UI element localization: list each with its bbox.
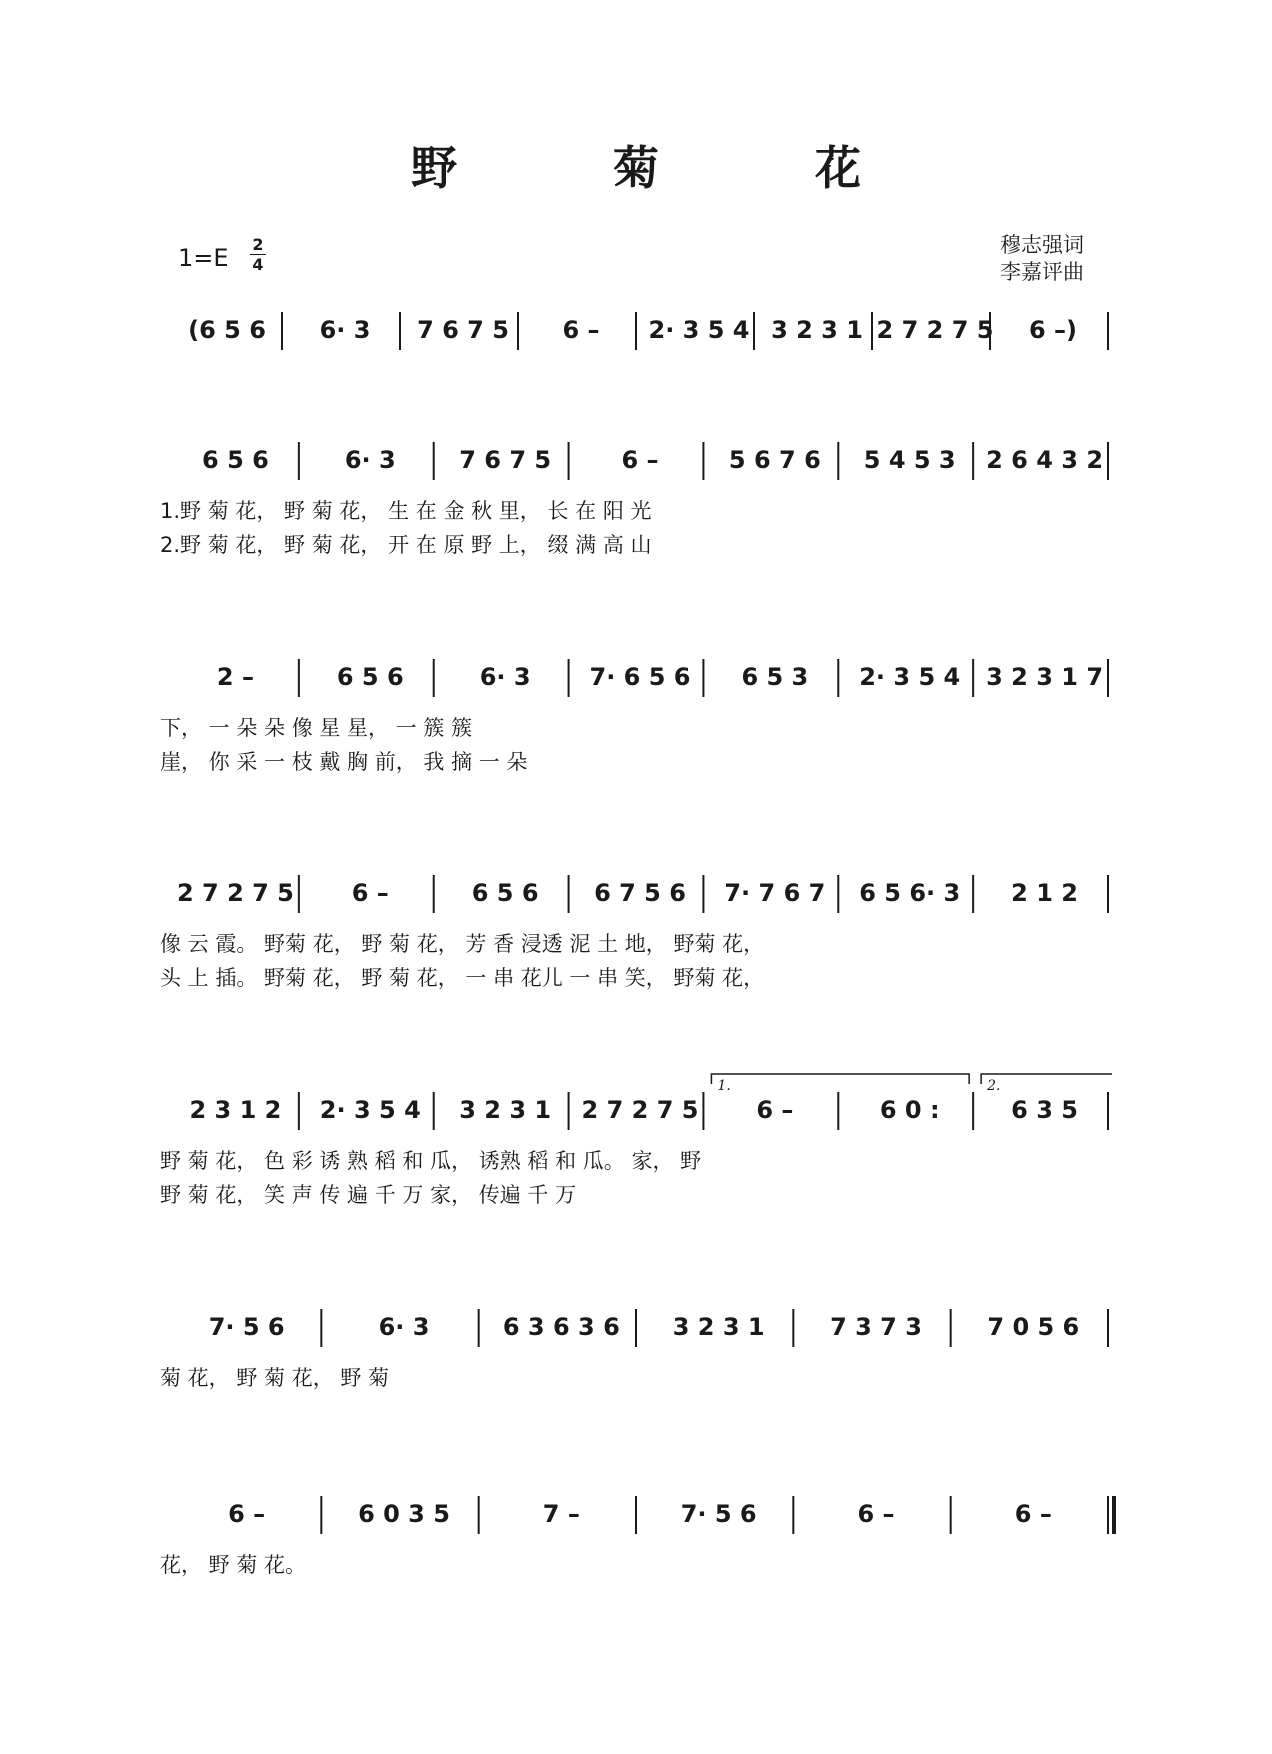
lyric-line: 菊 花， 野 菊 花， 野 菊 <box>160 1366 390 1390</box>
measure-notes: 6 – <box>857 1500 895 1528</box>
measure-notes: 2 7 2 7 5 <box>876 316 994 344</box>
measure-notes: 6 – <box>756 1096 794 1124</box>
measure-notes: 7· 5 6 <box>208 1313 285 1341</box>
measure-notes: 3 2 3 1 7 <box>986 663 1104 691</box>
measure-notes: 6 5 6 <box>202 446 269 474</box>
lyric-line: 野 菊 花， 色 彩 诱 熟 稻 和 瓜， 诱熟 稻 和 瓜。 家， 野 <box>160 1149 702 1173</box>
measure-notes: 6 5 6 <box>336 663 404 691</box>
measure-notes: 7 0 5 6 <box>987 1313 1080 1341</box>
measure-notes: 6 7 5 6 <box>594 879 686 907</box>
song-title: 野 菊 花 <box>410 141 932 195</box>
measure-notes: 3 2 3 1 <box>771 316 863 344</box>
measure-notes: 2 – <box>216 663 254 691</box>
lyric-line: 2.野 菊 花， 野 菊 花， 开 在 原 野 上， 缀 满 高 山 <box>160 533 652 557</box>
measure-notes: 2 1 2 <box>1011 879 1078 907</box>
volta-bracket-2 <box>981 1074 1112 1084</box>
measure-notes: 6 5 6· 3 <box>859 879 961 907</box>
measure-notes: 2· 3 5 4 <box>319 1096 421 1124</box>
measure-notes: 3 2 3 1 <box>672 1313 765 1341</box>
measure-notes: 6 0 : <box>879 1096 940 1124</box>
lyric-line: 头 上 插。 野菊 花， 野 菊 花， 一 串 花儿 一 串 笑， 野菊 花， <box>160 966 765 990</box>
measure-notes: (6 5 6 <box>188 316 266 344</box>
measure-notes: 6 – <box>621 446 659 474</box>
lyric-line: 像 云 霞。 野菊 花， 野 菊 花， 芳 香 浸透 泥 土 地， 野菊 花， <box>160 932 765 956</box>
volta-label-2: 2. <box>987 1078 1001 1094</box>
measure-notes: 6 3 6 3 6 <box>502 1313 620 1341</box>
measure-notes: 2· 3 5 4 <box>859 663 961 691</box>
measure-notes: 2 7 2 7 5 <box>581 1096 699 1124</box>
measure-notes: 2 7 2 7 5 <box>176 879 294 907</box>
measure-notes: 7 6 7 5 <box>459 446 552 474</box>
measure-notes: 6 3 5 <box>1011 1096 1078 1124</box>
measure-notes: 7· 5 6 <box>680 1500 757 1528</box>
measure-notes: 5 4 5 3 <box>863 446 956 474</box>
measure-notes: 7· 7 6 7 <box>724 879 826 907</box>
measure-notes: 6 – <box>1014 1500 1052 1528</box>
lyricist-credit: 穆志强词 <box>1000 233 1084 257</box>
volta-label-1: 1. <box>717 1078 731 1094</box>
measure-notes: 6· 3 <box>344 446 396 474</box>
measure-notes: 6· 3 <box>378 1313 430 1341</box>
measure-notes: 6 – <box>228 1500 266 1528</box>
measure-notes: 7 3 7 3 <box>830 1313 922 1341</box>
lyric-line: 花， 野 菊 花。 <box>160 1553 307 1577</box>
measure-notes: 6· 3 <box>479 663 531 691</box>
time-signature-bottom: 4 <box>252 255 264 274</box>
measure-notes: 6 5 6 <box>471 879 539 907</box>
measure-notes: 2 6 4 3 2 <box>986 446 1104 474</box>
volta-bracket-1 <box>711 1074 969 1084</box>
lyric-line: 1.野 菊 花， 野 菊 花， 生 在 金 秋 里， 长 在 阳 光 <box>160 499 652 523</box>
measure-notes: 7 – <box>542 1500 580 1528</box>
measure-notes: 6 – <box>351 879 389 907</box>
measure-notes: 7 6 7 5 <box>417 316 509 344</box>
time-signature-top: 2 <box>252 235 264 254</box>
measure-notes: 7· 6 5 6 <box>589 663 691 691</box>
lyric-line: 崖， 你 采 一 枝 戴 胸 前， 我 摘 一 朵 <box>160 750 528 774</box>
lyric-line: 野 菊 花， 笑 声 传 遍 千 万 家， 传遍 千 万 <box>160 1183 577 1207</box>
measure-notes: 3 2 3 1 <box>459 1096 552 1124</box>
measure-notes: 6 –) <box>1028 316 1078 344</box>
measure-notes: 6 5 3 <box>741 663 809 691</box>
measure-notes: 6 – <box>562 316 600 344</box>
measure-notes: 2· 3 5 4 <box>648 316 750 344</box>
measure-notes: 6· 3 <box>319 316 371 344</box>
measure-notes: 6 0 3 5 <box>358 1500 450 1528</box>
lyric-line: 下， 一 朵 朵 像 星 星， 一 簇 簇 <box>160 716 473 740</box>
composer-credit: 李嘉评曲 <box>1000 260 1084 284</box>
measure-notes: 2 3 1 2 <box>189 1096 282 1124</box>
key-signature: 1=E <box>178 244 229 272</box>
measure-notes: 5 6 7 6 <box>728 446 821 474</box>
